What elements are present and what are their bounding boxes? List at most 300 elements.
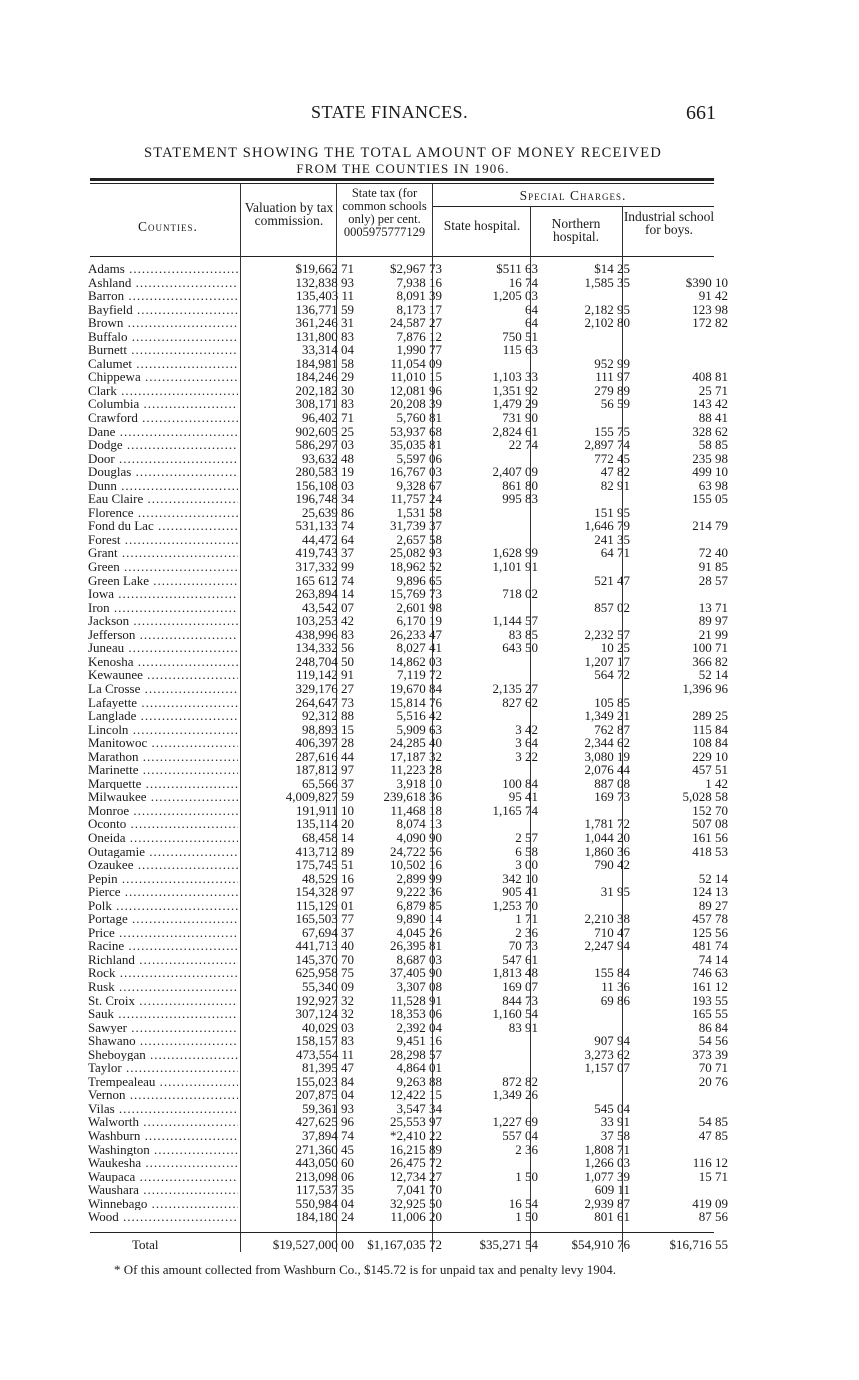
state-hospital-cell: 1,103 33 [492,369,538,385]
county-name-cell: Columbia ..... [88,397,238,411]
county-name-cell: Barron ..... [88,289,238,303]
northern-hospital-cell: 1,349 21 [584,708,630,724]
valuation-cell: 902,605 25 [295,423,354,439]
state-hospital-cell: 2 36 [515,924,538,940]
state-tax-cell: 18,962 52 [390,559,442,575]
valuation-cell: 55,340 09 [302,978,354,994]
industrial-school-cell: 124 13 [692,884,728,900]
county-name-cell: Langlade ..... [88,709,238,723]
industrial-school-cell: 13 71 [698,599,728,615]
valuation-cell: 207,875 04 [295,1087,354,1103]
valuation-cell: 65,566 37 [302,775,354,791]
industrial-school-cell: 419 09 [692,1195,728,1211]
state-tax-cell: 24,285 40 [390,735,442,751]
table-row [88,397,728,411]
industrial-school-cell: 123 98 [692,301,728,317]
county-name-cell: Rusk ..... [88,980,238,994]
industrial-school-cell: 289 25 [692,708,728,724]
state-tax-cell: 9,451 16 [396,1033,442,1049]
header-special-charges: Special Charges. [519,188,627,203]
northern-hospital-cell: 1,860 36 [584,843,630,859]
northern-hospital-cell: 64 71 [600,545,630,561]
industrial-school-cell: 161 12 [692,978,728,994]
state-tax-cell: 26,475 72 [390,1155,442,1171]
industrial-school-cell: 63 98 [698,477,728,493]
valuation-cell: 248,704 50 [295,653,354,669]
state-tax-cell: 1,990 77 [396,342,442,358]
state-tax-cell: 9,328 67 [396,477,442,493]
state-hospital-cell: 3 64 [515,735,538,751]
northern-hospital-cell: 2,897 74 [584,437,630,453]
valuation-cell: 280,583 19 [295,464,354,480]
valuation-cell: 308,171 83 [295,396,354,412]
header-state-tax: State tax (for common schools only) per cent. 0005975777129 [342,186,427,239]
northern-hospital-cell: 47 82 [600,464,630,480]
state-hospital-cell: 115 63 [502,342,538,358]
state-hospital-cell: 995 83 [502,491,538,507]
state-tax-cell: $2,967 73 [390,261,442,276]
county-name-cell: Marinette ..... [88,763,238,777]
state-hospital-cell: 1 71 [515,911,538,927]
table-heading [88,146,718,176]
valuation-cell: 531,133 74 [295,518,354,534]
heading-line-2: FROM THE COUNTIES IN 1906. [296,161,510,176]
table-row [88,357,728,371]
industrial-school-cell: 457 51 [692,762,728,778]
northern-hospital-cell: 2,182 95 [584,301,630,317]
valuation-cell: 37,894 74 [302,1128,354,1143]
valuation-cell: 59,361 93 [302,1100,354,1116]
state-tax-cell: 7,876 12 [396,328,442,344]
industrial-school-cell: 15 71 [698,1168,728,1184]
industrial-school-cell: 165 55 [692,1006,728,1022]
county-name-cell: Iowa ..... [88,587,238,601]
top-rule [90,178,714,181]
state-tax-cell: 4,045 26 [396,924,442,940]
table-row [88,966,728,980]
industrial-school-cell: 481 74 [692,938,728,954]
northern-hospital-cell: 1,646 79 [584,518,630,534]
state-hospital-cell: 1,813 48 [492,965,538,981]
northern-hospital-cell: 887 08 [594,775,630,791]
county-name-cell: La Crosse ..... [88,682,238,696]
county-name-cell: St. Croix ..... [88,994,238,1008]
northern-hospital-cell: 772 45 [594,450,630,466]
county-name-cell: Forest ..... [88,533,238,547]
northern-hospital-cell: 11 36 [601,978,630,994]
state-hospital-cell: 64 [525,315,538,331]
state-tax-cell: 8,091 39 [396,288,442,304]
industrial-school-cell: 499 10 [692,464,728,480]
state-hospital-cell: 844 73 [502,992,538,1008]
table-row [88,709,728,723]
county-name-cell: Crawford ..... [88,411,238,425]
northern-hospital-cell: 33 91 [600,1114,630,1130]
county-name-cell: Clark ..... [88,384,238,398]
county-name-cell: Eau Claire ..... [88,492,238,506]
state-hospital-cell: 3 00 [515,857,538,873]
total-rule [90,1232,714,1233]
county-name-cell: Rock ..... [88,966,238,980]
table-row [88,994,728,1008]
table-row [88,750,728,764]
valuation-cell: 443,050 60 [295,1155,354,1171]
table-row [88,804,728,818]
northern-hospital-cell: 169 73 [594,789,630,805]
northern-hospital-cell: 1,808 71 [584,1141,630,1157]
valuation-cell: 192,927 32 [295,992,354,1008]
valuation-cell: 184,981 58 [295,355,354,371]
valuation-cell: 96,402 71 [302,410,354,426]
table-row [88,845,728,859]
table-row [88,1007,728,1021]
industrial-school-cell: 373 39 [692,1046,728,1062]
state-hospital-cell: 731 90 [502,410,538,426]
total-row [88,1237,728,1251]
state-hospital-cell: 2,824 61 [492,423,538,439]
state-tax-cell: 15,769 73 [390,586,442,602]
valuation-cell: 264,647 73 [295,694,354,710]
industrial-school-cell: 87 56 [698,1209,728,1225]
state-hospital-cell: 1,101 91 [492,559,538,575]
valuation-cell: 132,838 93 [295,274,354,290]
industrial-school-cell: 115 84 [692,721,728,737]
state-hospital-cell: 83 85 [508,626,538,642]
table-row [88,533,728,547]
northern-hospital-cell: 952 99 [594,355,630,371]
county-name-cell: Juneau ..... [88,641,238,655]
state-tax-cell: 18,353 06 [390,1006,442,1022]
northern-hospital-cell: 857 02 [594,599,630,615]
table-row [88,1021,728,1035]
state-tax-cell: 4,090 90 [396,829,442,845]
state-tax-cell: 32,925 50 [390,1195,442,1211]
valuation-cell: 135,114 20 [295,816,354,832]
state-tax-cell: 31,739 37 [390,518,442,534]
footnote: * Of this amount collected from Washburn Co., $145.72 is for unpaid tax and penalty levy 1904. [114,1262,617,1277]
state-tax-cell: 12,422 15 [390,1087,442,1103]
total-industrial-school: $16,716 55 [669,1237,728,1252]
total-state-tax: $1,167,035 72 [367,1237,442,1252]
running-title: STATE FINANCES. [311,102,469,122]
valuation-cell: 184,180 24 [295,1209,354,1225]
table-row [88,926,728,940]
valuation-cell: 586,297 03 [295,437,354,453]
state-hospital-cell: 872 82 [502,1073,538,1089]
county-name-cell: Jefferson ..... [88,628,238,642]
valuation-cell: 184,246 29 [295,369,354,385]
valuation-cell: 625,958 75 [295,965,354,981]
county-name-cell: Kenosha ..... [88,655,238,669]
state-tax-cell: 16,767 03 [390,464,442,480]
table-row [88,1183,728,1197]
northern-hospital-cell: 710 47 [594,924,630,940]
state-tax-cell: 9,896 65 [396,572,442,588]
valuation-cell: 155,023 84 [295,1073,354,1089]
valuation-cell: 158,157 83 [295,1033,354,1049]
table-row [88,614,728,628]
page-number: 661 [686,102,716,124]
state-hospital-cell: 16 54 [508,1195,538,1211]
northern-hospital-cell: 907 94 [594,1033,630,1049]
valuation-cell: 438,996 83 [295,626,354,642]
northern-hospital-cell: 1,157 07 [584,1060,630,1076]
state-tax-cell: 2,657 58 [396,531,442,547]
valuation-cell: 40,029 03 [302,1019,354,1035]
state-hospital-cell: 83 91 [508,1019,538,1035]
northern-hospital-cell: 37 58 [600,1128,630,1143]
state-hospital-cell: 557 04 [502,1128,538,1143]
valuation-cell: 196,748 34 [295,491,354,507]
table-row [88,574,728,588]
valuation-cell: 25,639 86 [302,504,354,520]
valuation-cell: 175,745 51 [295,857,354,873]
state-tax-cell: 6,170 19 [396,613,442,629]
state-tax-cell: 17,187 32 [390,748,442,764]
industrial-school-cell: 89 27 [698,897,728,913]
county-name-cell: Waukesha ..... [88,1156,238,1170]
valuation-cell: 4,009,827 59 [285,789,354,805]
table-row [88,343,728,357]
northern-hospital-cell: 69 86 [600,992,630,1008]
state-hospital-cell: 3 22 [515,748,538,764]
county-name-cell: Dunn ..... [88,479,238,493]
valuation-cell: 361,246 31 [295,315,354,331]
table-row [88,641,728,655]
total-valuation: $19,527,000 00 [272,1237,354,1252]
state-hospital-cell: 547 61 [502,951,538,967]
table-row [88,885,728,899]
state-hospital-cell: 70 73 [508,938,538,954]
industrial-school-cell: 418 53 [692,843,728,859]
table-row [88,763,728,777]
table-row [88,303,728,317]
table-row [88,736,728,750]
table-row [88,546,728,560]
county-name-cell: Marathon ..... [88,750,238,764]
industrial-school-cell: 5,028 58 [682,789,728,805]
industrial-school-cell: 507 08 [692,816,728,832]
northern-hospital-cell: 3,080 19 [584,748,630,764]
table-row [88,1210,728,1224]
state-hospital-cell: 750 51 [502,328,538,344]
county-name-cell: Marquette ..... [88,777,238,791]
table-row [88,384,728,398]
valuation-cell: 136,771 59 [295,301,354,317]
state-tax-cell: 8,027 41 [396,640,442,656]
table-row [88,1143,728,1157]
header-counties: Counties. [138,219,198,234]
county-name-cell: Pepin ..... [88,872,238,886]
table-row [88,465,728,479]
valuation-cell: 68,458 14 [302,829,354,845]
valuation-cell: 93,632 48 [302,450,354,466]
top-rule-thin [90,183,714,184]
valuation-cell: 419,743 37 [295,545,354,561]
county-name-cell: Price ..... [88,926,238,940]
industrial-school-cell: 100 71 [692,640,728,656]
county-name-cell: Jackson ..... [88,614,238,628]
state-tax-cell: 7,041 70 [396,1182,442,1198]
state-hospital-cell: 1,227 69 [492,1114,538,1130]
valuation-cell: 202,182 30 [295,382,354,398]
valuation-cell: 187,812 97 [295,762,354,778]
valuation-cell: 191,911 10 [295,802,354,818]
state-tax-cell: 16,215 89 [390,1141,442,1157]
county-name-cell: Dodge ..... [88,438,238,452]
table-row [88,655,728,669]
industrial-school-cell: 52 14 [698,870,728,886]
state-tax-cell: 8,173 17 [396,301,442,317]
state-tax-cell: 12,081 96 [390,382,442,398]
industrial-school-cell: 143 42 [692,396,728,412]
county-name-cell: Lafayette ..... [88,696,238,710]
industrial-school-cell: 457 78 [692,911,728,927]
northern-hospital-cell: 105 85 [594,694,630,710]
table-row [88,1048,728,1062]
industrial-school-cell: 21 99 [698,626,728,642]
state-tax-cell: 15,814 76 [390,694,442,710]
county-name-cell: Green Lake ..... [88,574,238,588]
county-name-cell: Milwaukee ..... [88,790,238,804]
county-name-cell: Vilas ..... [88,1102,238,1116]
valuation-cell: 287,616 44 [295,748,354,764]
state-hospital-cell: 1 50 [515,1209,538,1225]
valuation-cell: 441,713 40 [295,938,354,954]
state-hospital-cell: $511 63 [496,261,538,276]
industrial-school-cell: 108 84 [692,735,728,751]
state-hospital-cell: 169 07 [502,978,538,994]
valuation-cell: 427,625 96 [295,1114,354,1130]
state-tax-cell: 3,918 10 [396,775,442,791]
heading-line-1: STATEMENT SHOWING THE TOTAL AMOUNT OF MONEY RECEIVED [143,145,663,161]
table-row [88,980,728,994]
northern-hospital-cell: 2,210 38 [584,911,630,927]
northern-hospital-cell: 521 47 [594,572,630,588]
header-industrial-school: Industrial school for boys. [623,209,715,237]
county-name-cell: Waupaca ..... [88,1170,238,1184]
county-name-cell: Monroe ..... [88,804,238,818]
county-name-cell: Washington ..... [88,1143,238,1157]
table-row [88,587,728,601]
table-row [88,790,728,804]
state-tax-cell: 20,208 39 [390,396,442,412]
industrial-school-cell: $390 10 [685,274,728,290]
industrial-school-cell: 72 40 [698,545,728,561]
county-name-cell: Shawano ..... [88,1034,238,1048]
valuation-cell: 213,098 06 [295,1168,354,1184]
state-hospital-cell: 22 74 [508,437,538,453]
table-row [88,276,728,290]
industrial-school-cell: 1,396 96 [682,680,728,696]
industrial-school-cell: 91 85 [698,559,728,575]
state-hospital-cell: 1 50 [515,1168,538,1184]
state-tax-cell: 7,938 16 [396,274,442,290]
valuation-cell: 115,129 01 [295,897,354,913]
state-hospital-cell: 1,628 99 [492,545,538,561]
state-tax-cell: 2,601 98 [396,599,442,615]
state-hospital-cell: 1,351 92 [492,382,538,398]
northern-hospital-cell: 151 95 [594,504,630,520]
state-tax-cell: 28,298 57 [390,1046,442,1062]
valuation-cell: 406,397 28 [295,735,354,751]
table-row [88,1034,728,1048]
state-tax-cell: 9,890 14 [396,911,442,927]
industrial-school-cell: 408 81 [692,369,728,385]
industrial-school-cell: 172 82 [692,315,728,331]
table-row [88,723,728,737]
table-row [88,560,728,574]
valuation-cell: 165,503 77 [295,911,354,927]
county-name-cell: Door ..... [88,452,238,466]
industrial-school-cell: 74 14 [698,951,728,967]
state-tax-cell: 4,864 01 [396,1060,442,1076]
industrial-school-cell: 155 05 [692,491,728,507]
northern-hospital-cell: 2,247 94 [584,938,630,954]
state-tax-cell: 7,119 72 [396,667,442,683]
state-hospital-cell: 2,407 09 [492,464,538,480]
state-tax-cell: 37,405 90 [390,965,442,981]
state-tax-cell: 5,597 06 [396,450,442,466]
industrial-school-cell: 86 84 [698,1019,728,1035]
county-name-cell: Pierce ..... [88,885,238,899]
county-name-cell: Kewaunee ..... [88,668,238,682]
table-row [88,438,728,452]
header-bottom-rule [90,256,714,257]
table-row [88,1088,728,1102]
state-hospital-cell: 827 62 [502,694,538,710]
state-hospital-cell: 2,135 27 [492,680,538,696]
state-tax-cell: 3,307 08 [396,978,442,994]
state-hospital-cell: 1,479 29 [492,396,538,412]
table-row [88,899,728,913]
northern-hospital-cell: 279 89 [594,382,630,398]
industrial-school-cell: 229 10 [692,748,728,764]
northern-hospital-cell: 762 87 [594,721,630,737]
industrial-school-cell: 193 55 [692,992,728,1008]
state-tax-cell: 5,909 63 [396,721,442,737]
table-row [88,262,728,276]
table-row [88,425,728,439]
table-row [88,316,728,330]
state-tax-cell: 24,587 27 [390,315,442,331]
industrial-school-cell: 1 42 [705,775,728,791]
state-hospital-cell: 1,349 26 [492,1087,538,1103]
county-name-cell: Lincoln ..... [88,723,238,737]
valuation-cell: 67,694 37 [302,924,354,940]
valuation-cell: 329,176 27 [295,680,354,696]
industrial-school-cell: 91 42 [698,288,728,304]
northern-hospital-cell: 1,077 39 [584,1168,630,1184]
valuation-cell: 119,142 91 [295,667,354,683]
county-name-cell: Sheboygan ..... [88,1048,238,1062]
state-hospital-cell: 64 [525,301,538,317]
table-row [88,330,728,344]
state-tax-cell: 11,006 20 [390,1209,442,1225]
table-row [88,777,728,791]
county-name-cell: Iron ..... [88,601,238,615]
state-tax-cell: 9,263 88 [396,1073,442,1089]
header-northern-hospital: Northern hospital. [551,216,601,244]
industrial-school-cell: 47 85 [698,1128,728,1143]
valuation-cell: 165 612 74 [295,572,354,588]
northern-hospital-cell: 2,102 80 [584,315,630,331]
state-tax-cell: 11,468 18 [390,802,442,818]
state-tax-cell: *2,410 22 [390,1128,442,1143]
valuation-cell: 307,124 32 [295,1006,354,1022]
state-tax-cell: 9,222 36 [396,884,442,900]
valuation-cell: 33,314 04 [302,342,354,358]
